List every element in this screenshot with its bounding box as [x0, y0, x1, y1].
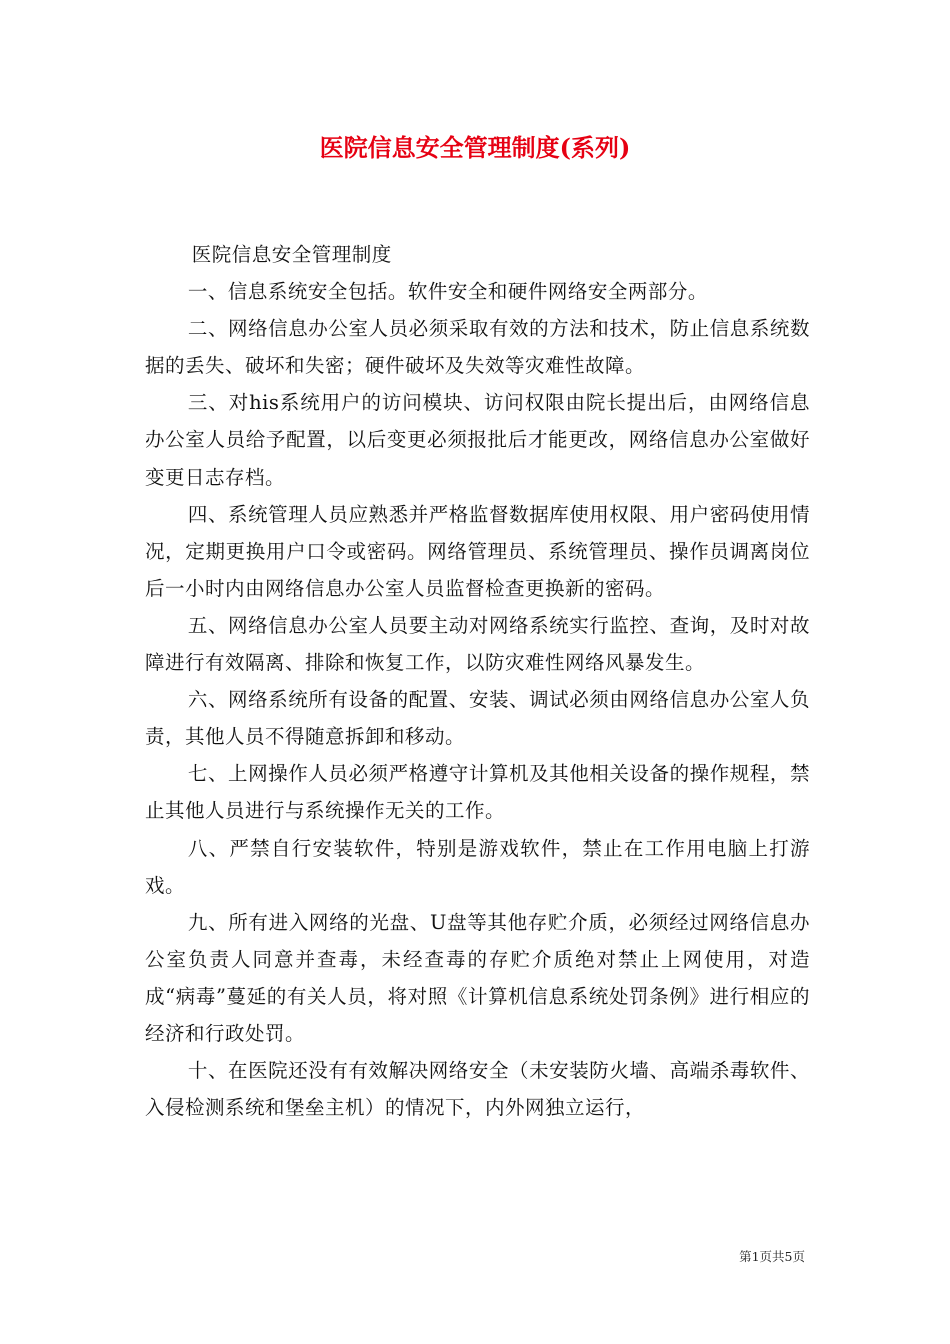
paragraph-1: 一、信息系统安全包括。软件安全和硬件网络安全两部分。: [187, 280, 708, 304]
section-heading: 医院信息安全管理制度: [191, 243, 392, 266]
paragraph-10: 十、在医院还没有有效解决网络安全（未安装防火墙、高端杀毒软件、入侵检测系统和堡垒主机）的情况下，内外网独立运行，: [145, 1059, 810, 1120]
paragraph-7: 七、上网操作人员必须严格遵守计算机及其他相关设备的操作规程，禁止其他人员进行与系统操作无关的工作。: [145, 762, 810, 823]
paragraph-2: 二、网络信息办公室人员必须采取有效的方法和技术，防止信息系统数据的丢失、破坏和失密；硬件破坏及失效等灾难性故障。: [145, 317, 810, 378]
paragraph-4: 四、系统管理人员应熟悉并严格监督数据库使用权限、用户密码使用情况，定期更换用户口令或密码。网络管理员、系统管理员、操作员调离岗位后一小时内由网络信息办公室人员监督检查更换新的密码。: [145, 502, 810, 600]
paragraph-3: 三、对his系统用户的访问模块、访问权限由院长提出后，由网络信息办公室人员给予配置，以后变更必须报批后才能更改，网络信息办公室做好变更日志存档。: [145, 391, 810, 489]
paragraph-5: 五、网络信息办公室人员要主动对网络系统实行监控、查询，及时对故障进行有效隔离、排除和恢复工作，以防灾难性网络风暴发生。: [145, 613, 810, 675]
document-title: 医院信息安全管理制度(系列): [319, 133, 631, 162]
paragraph-9: 九、所有进入网络的光盘、U盘等其他存贮介质，必须经过网络信息办公室负责人同意并查毒，未经查毒的存贮介质绝对禁止上网使用，对造成“病毒”蔓延的有关人员，将对照《计算机信息系统处罚条例》进行相应的经济和行政处罚。: [145, 910, 810, 1045]
paragraph-8: 八、严禁自行安装软件，特别是游戏软件，禁止在工作用电脑上打游戏。: [145, 836, 810, 897]
document-body: [145, 236, 810, 1126]
paragraph-6: 六、网络系统所有设备的配置、安装、调试必须由网络信息办公室人负责，其他人员不得随意拆卸和移动。: [145, 688, 810, 749]
page-number: 第1页共5页: [739, 1249, 805, 1264]
